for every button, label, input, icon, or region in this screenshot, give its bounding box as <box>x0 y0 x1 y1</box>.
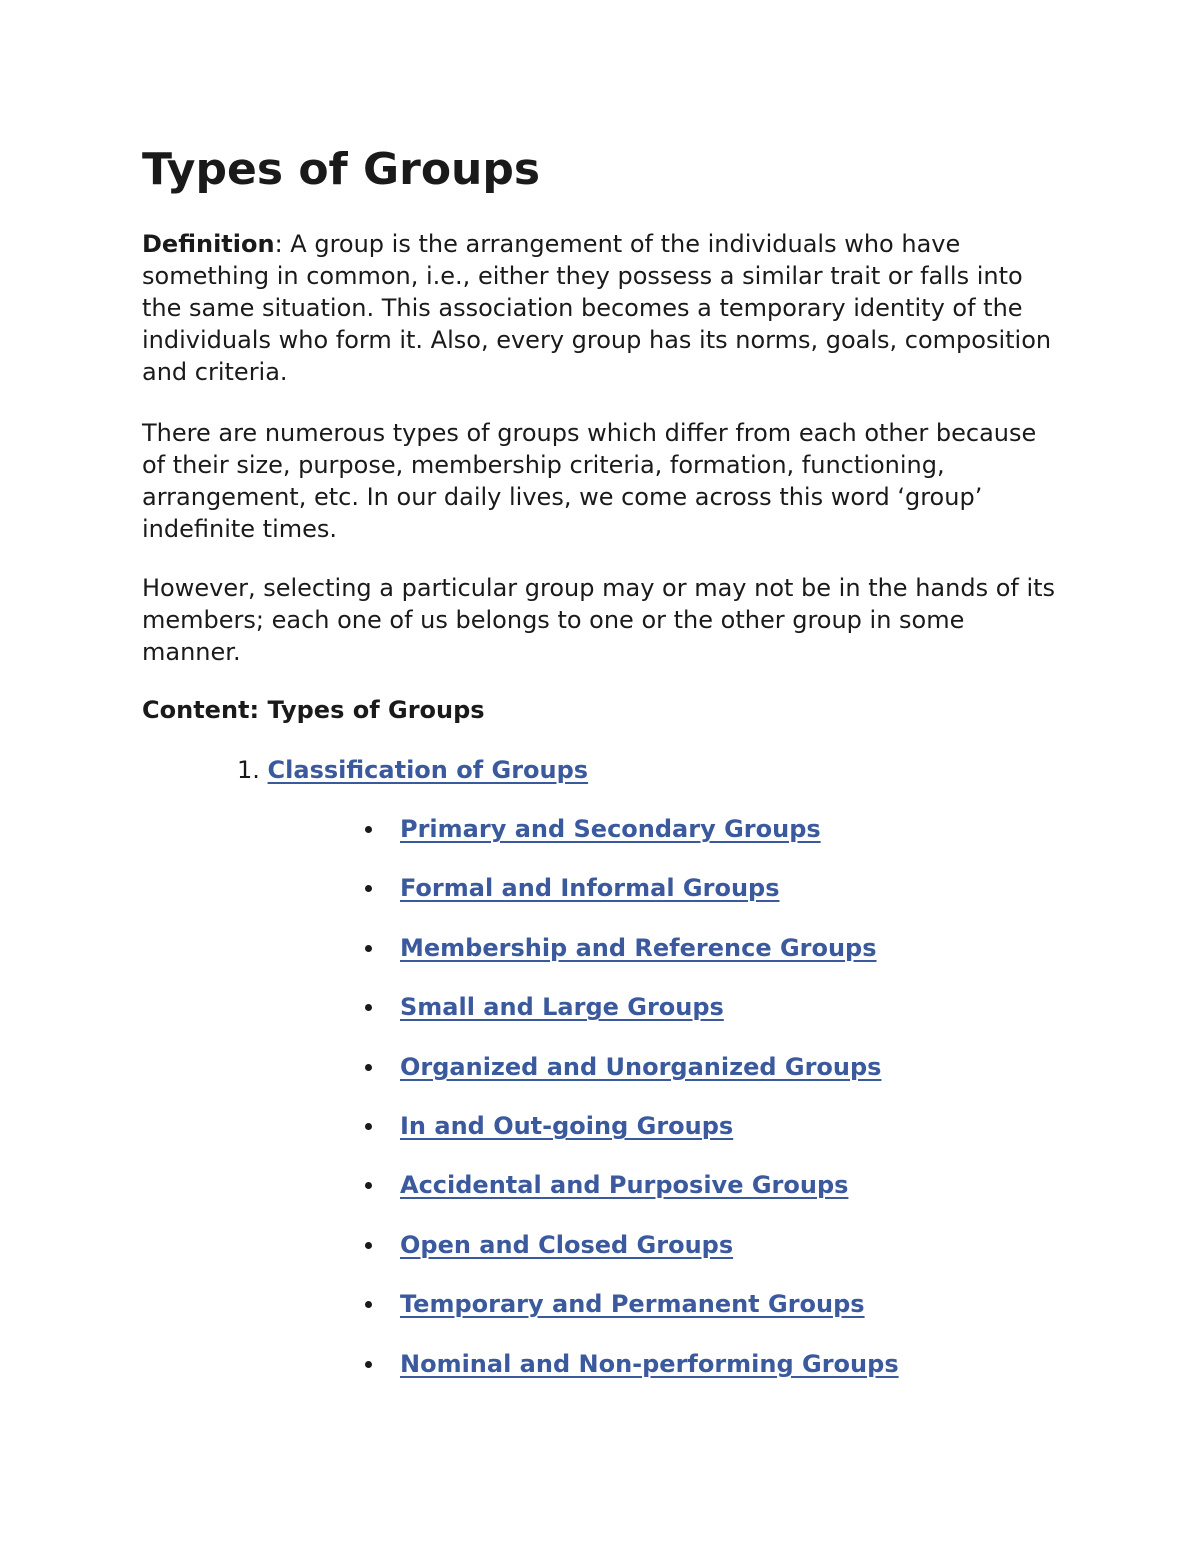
list-item <box>360 1110 899 1169</box>
bullet-icon <box>365 1301 372 1308</box>
types-paragraph: There are numerous types of groups which differ from each other because of their size, purpose, membership criteria, formation, functioning, arrangement, etc. In our daily lives, we come across this word ‘group’ indefinite times. <box>142 419 1037 543</box>
list-item <box>360 1229 899 1288</box>
list-item <box>360 991 899 1050</box>
list-item <box>360 932 899 991</box>
primary-secondary-groups-link[interactable]: Primary and Secondary Groups <box>400 815 821 843</box>
classification-of-groups-link[interactable]: Classification of Groups <box>267 756 589 784</box>
list-item <box>360 1348 899 1407</box>
bullet-icon <box>365 1182 372 1189</box>
list-item <box>360 1169 899 1228</box>
formal-informal-groups-link[interactable]: Formal and Informal Groups <box>400 874 780 903</box>
content-heading: Content: Types of Groups <box>142 696 485 724</box>
membership-reference-groups-link[interactable]: Membership and Reference Groups <box>400 933 877 962</box>
bullet-icon <box>365 1242 372 1249</box>
group-types-list <box>360 813 899 1407</box>
definition-paragraph <box>142 228 1057 388</box>
definition-text: : A group is the arrangement of the individuals who have something in common, i.e., either they possess a similar trait or falls into the same situation. This association becomes a temporary identity of the individuals who form it. Also, every group has its norms, goals, composition and criteria. <box>142 230 1052 386</box>
open-closed-groups-link[interactable]: Open and Closed Groups <box>400 1230 734 1259</box>
bullet-icon <box>365 1064 372 1071</box>
temporary-permanent-groups-link[interactable]: Temporary and Permanent Groups <box>400 1290 865 1319</box>
list-number: 1. <box>237 756 260 784</box>
page-title: Types of Groups <box>142 144 541 195</box>
list-item <box>360 1288 899 1347</box>
bullet-icon <box>365 1004 372 1011</box>
bullet-icon <box>365 1123 372 1130</box>
bullet-icon <box>365 826 372 833</box>
numbered-list-item <box>237 754 588 786</box>
however-paragraph: However, selecting a particular group may or may not be in the hands of its members; each one of us belongs to one or the other group in some manner. <box>142 574 1056 666</box>
bullet-icon <box>365 885 372 892</box>
bullet-icon <box>365 945 372 952</box>
small-large-groups-link[interactable]: Small and Large Groups <box>400 993 724 1022</box>
accidental-purposive-groups-link[interactable]: Accidental and Purposive Groups <box>400 1171 849 1200</box>
list-item <box>360 813 899 872</box>
list-item <box>360 1051 899 1110</box>
in-out-going-groups-link[interactable]: In and Out-going Groups <box>400 1111 734 1140</box>
organized-unorganized-groups-link[interactable]: Organized and Unorganized Groups <box>400 1052 882 1081</box>
list-item <box>360 872 899 931</box>
bullet-icon <box>365 1361 372 1368</box>
definition-label: Definition <box>142 230 275 258</box>
nominal-non-performing-groups-link[interactable]: Nominal and Non-performing Groups <box>400 1349 899 1378</box>
